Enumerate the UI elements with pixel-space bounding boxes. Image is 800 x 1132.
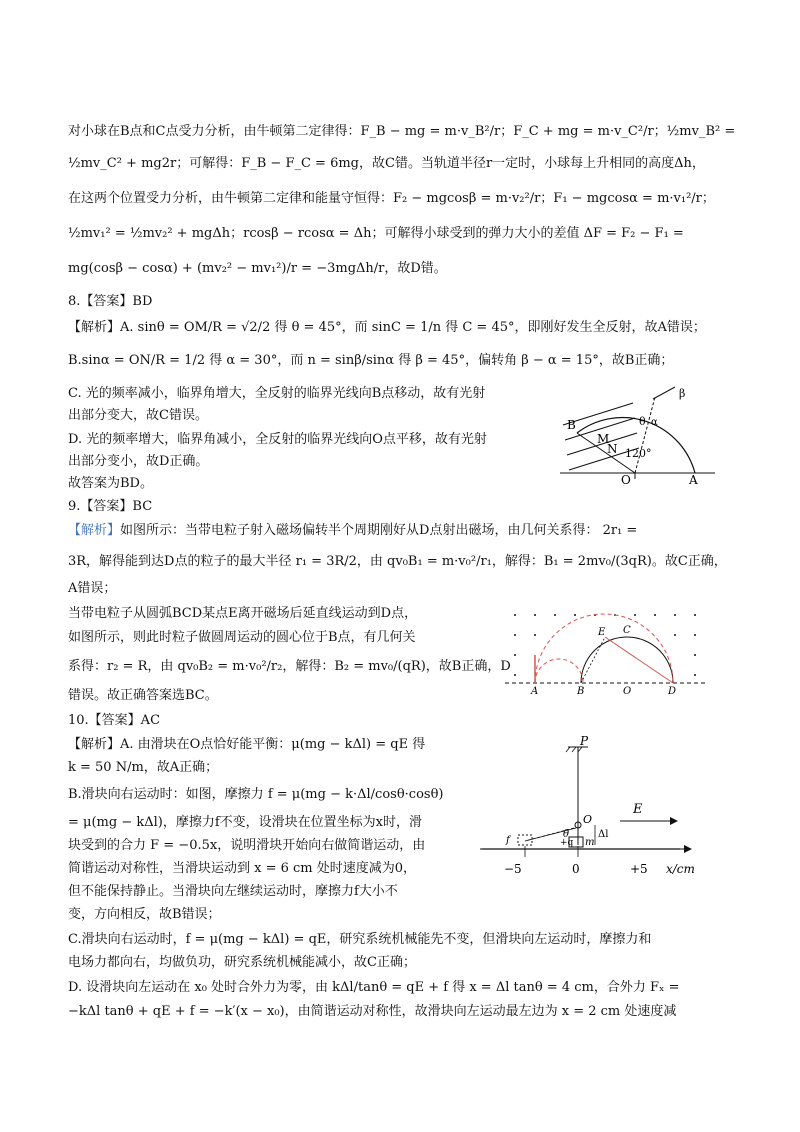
- q10-analysis-d2: −kΔl tanθ + qE + f = −k′(x − x₀)，由简谐运动对称性，故滑块向左运动最左边为 x = 2 cm 处速度减: [68, 1004, 677, 1019]
- q8-fig-label-o: O: [621, 473, 631, 485]
- q8-fig-label-theta: θ: [639, 415, 646, 428]
- q8-optics-figure: [555, 385, 730, 485]
- q8-fig-label-beta: β: [679, 387, 686, 400]
- q10-analysis-b1: B.滑块向右运动时：如图，摩擦力 f = μ(mg − k·Δl/cosθ·cosθ): [68, 787, 444, 802]
- q8-analysis-c1: C. 光的频率减小，临界角增大，全反射的临界光线向B点移动，故有光射: [68, 386, 486, 401]
- q10-spring-block-figure: [470, 733, 710, 883]
- q9-fig-label-d: D: [668, 686, 677, 695]
- q7-line-4: ½mv₁² = ½mv₂² + mgΔh；rcosβ − rcosα = Δh；可解得小球受到的弹力大小的差值 ΔF = F₂ − F₁ =: [68, 226, 684, 241]
- q10-fig-label-p: P: [580, 734, 589, 748]
- q10-analysis-c: C.滑块向右运动时，f = μ(mg − kΔl) = qE，研究系统机械能先不变，但滑块向左运动时，摩擦力和: [68, 932, 652, 947]
- q10-fig-label-o: O: [583, 813, 593, 826]
- q10-fig-label-dl: Δl: [598, 829, 609, 840]
- q9-line-7: 错误。故正确答案选BC。: [68, 688, 218, 703]
- q10-fig-tick-minus5: −5: [504, 862, 522, 876]
- q7-line-5: mg(cosβ − cosα) + (mv₂² − mv₁²)/r = −3mgΔh/r，故D错。: [68, 261, 447, 276]
- q10-analysis-c2: 电场力都向右，均做负功，研究系统机械能减小，故C正确；: [68, 955, 416, 970]
- q8-fig-label-alpha: α: [651, 417, 658, 428]
- q8-fig-label-n: N: [607, 442, 618, 456]
- q9-line-5: 如图所示，则此时粒子做圆周运动的圆心位于B点，有几何关: [68, 630, 416, 645]
- q9-analysis-tag: 【解析】: [68, 523, 121, 538]
- q9-line-1-text: 如图所示：当带电粒子射入磁场偏转半个周期刚好从D点射出磁场，由几何关系得： 2r₁ =: [120, 523, 638, 538]
- q10-fig-label-f: f: [506, 835, 510, 846]
- q10-fig-label-q: +q: [560, 838, 574, 848]
- q10-fig-label-e: E: [633, 802, 643, 817]
- q10-analysis-b2: = μ(mg − kΔl)，摩擦力f不变，设滑块在位置坐标为x时，滑: [68, 815, 422, 830]
- q7-line-2: ½mv_C² + mg2r；可解得：F_B − F_C = 6mg，故C错。当轨道半径r一定时，小球每上升相同的高度Δh，: [68, 156, 705, 171]
- q8-analysis-a: 【解析】A. sinθ = OM/R = √2/2 得 θ = 45°，而 sinC = 1/n 得 C = 45°，即刚好发生全反射，故A错误；: [68, 320, 706, 335]
- q10-analysis-b3: 块受到的合力 F = −0.5x，说明滑块开始向右做简谐运动，由: [68, 838, 426, 853]
- q9-fig-label-a: A: [531, 686, 539, 695]
- q9-fig-label-b: B: [577, 686, 585, 695]
- q10-analysis-d1: D. 设滑块向左运动在 x₀ 处时合外力为零，由 kΔl/tanθ = qE + f 得 x = Δl tanθ = 4 cm，合外力 Fₓ =: [68, 980, 680, 995]
- q10-answer-heading: 10.【答案】AC: [68, 713, 161, 728]
- q9-line-3: A错误；: [68, 581, 117, 596]
- q10-analysis-a2: k = 50 N/m，故A正确；: [68, 760, 219, 775]
- q8-analysis-d1: D. 光的频率增大，临界角减小，全反射的临界光线向O点平移，故有光射: [68, 432, 487, 447]
- q8-fig-label-a: A: [689, 473, 698, 485]
- q9-answer-heading: 9.【答案】BC: [68, 499, 153, 514]
- q9-line-6: 系得：r₂ = R，由 qv₀B₂ = m·v₀²/r₂，解得：B₂ = mv₀/(qR)，故B正确，D: [68, 659, 511, 674]
- q10-fig-label-theta: θ: [563, 829, 570, 840]
- q7-line-1: 对小球在B点和C点受力分析，由牛顿第二定律得：F_B − mg = m·v_B²/r；F_C + mg = m·v_C²/r；½mv_B² =: [68, 124, 736, 139]
- q10-analysis-b5: 但不能保持静止。当滑块向左继续运动时，摩擦力f大小不: [68, 884, 398, 899]
- q10-analysis-a1: 【解析】A. 由滑块在O点恰好能平衡：μ(mg − kΔl) = qE 得: [68, 737, 426, 752]
- q10-fig-axis-unit: x/cm: [666, 862, 695, 876]
- q8-fig-label-m: M: [597, 432, 610, 446]
- q9-fig-label-e: E: [598, 627, 606, 638]
- q9-line-1: [68, 521, 637, 541]
- q10-fig-tick-plus5: +5: [630, 862, 648, 876]
- q10-analysis-b6: 变，方向相反，故B错误；: [68, 907, 221, 922]
- q9-line-2: 3R，解得能到达D点的粒子的最大半径 r₁ = 3R/2，由 qv₀B₁ = m·v₀²/r₁，解得：B₁ = 2mv₀/(3qR)。故C正确，: [68, 554, 727, 569]
- q8-analysis-b: B.sinα = ON/R = 1/2 得 α = 30°，而 n = sinβ/sinα 得 β = 45°，偏转角 β − α = 15°，故B正确；: [68, 353, 674, 368]
- q8-answer-heading: 8.【答案】BD: [68, 294, 153, 309]
- q9-fig-label-o: O: [623, 686, 632, 695]
- q8-conclusion: 故答案为BD。: [68, 476, 153, 491]
- q7-line-3: 在这两个位置受力分析，由牛顿第二定律和能量守恒得：F₂ − mgcosβ = m·v₂²/r；F₁ − mgcosα = m·v₁²/r；: [68, 191, 715, 206]
- q10-fig-label-m: m: [585, 837, 595, 848]
- q8-fig-label-angle: 120°: [625, 447, 652, 460]
- q9-magnetic-field-figure: [505, 605, 705, 695]
- q8-analysis-c2: 出部分变大，故C错误。: [68, 408, 208, 423]
- q10-fig-tick-zero: 0: [572, 862, 580, 876]
- q9-line-4: 当带电粒子从圆弧BCD某点E离开磁场后延直线运动到D点，: [68, 606, 418, 621]
- q9-fig-label-c: C: [623, 625, 631, 636]
- q8-analysis-d2: 出部分变小，故D正确。: [68, 454, 209, 469]
- q8-fig-label-b: B: [567, 418, 576, 432]
- q10-analysis-b4: 简谐运动对称性，当滑块运动到 x = 6 cm 处时速度减为0，: [68, 861, 417, 876]
